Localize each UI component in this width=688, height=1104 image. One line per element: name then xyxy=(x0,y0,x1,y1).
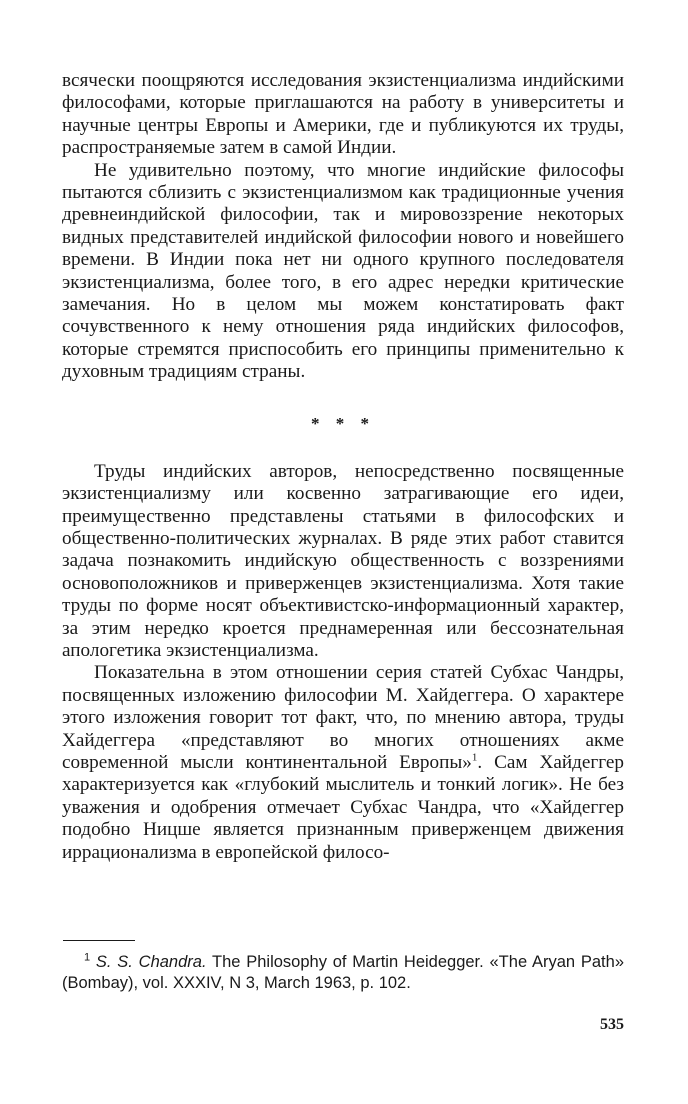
paragraph-3: Труды индийских авторов, непосредственно посвященные экзистенциализму или косвенно затрагивающие его идеи, преимущественно представлены статьями в философских и общественно-политических журналах. В ряде этих работ ставится задача познакомить индийскую общественность с воззрениями основоположников и приверженцев экзистенциализма. Хотя такие труды по форме носят объективистско-информационный характер, за этим нередко кроется преднамеренная или бессознательная апологетика экзистенциализма. xyxy=(62,460,624,661)
paragraph-2: Не удивительно поэтому, что многие индийские философы пытаются сблизить с экзистенциализмом как традиционные учения древнеиндийской философии, так и мировоззрение некоторых видных представителей индийской философии нового и новейшего времени. В Индии пока нет ни одного крупного последователя экзистенциализма, более того, в его адрес нередки критические замечания. Но в целом мы можем констатировать факт сочувственного к нему отношения ряда индийских философов, которые стремятся приспособить его принципы применительно к духовным традициям страны. xyxy=(62,159,624,383)
footnote-mark: 1 xyxy=(84,951,91,964)
paragraph-4-part-2: . Сам Хайдеггер характеризуется как «глубокий мыслитель и тонкий логик». Не без уважения и одобрения отмечает Субхас Чандра, что «Хайдеггер подобно Ницше является признанным приверженцем движения иррационализма в европейской филосо- xyxy=(62,751,624,863)
page-body xyxy=(62,70,624,864)
paragraph-1: всячески поощряются исследования экзистенциализма индийскими философами, которые приглашаются на работу в университеты и научные центры Европы и Америки, где и публикуются их труды, распространяемые затем в самой Индии. xyxy=(62,70,624,159)
footnote-author: S. S. Chandra. xyxy=(95,953,207,971)
footnote-divider xyxy=(63,940,135,941)
page-number: 535 xyxy=(600,1016,624,1033)
footnote-reference: 1 xyxy=(471,751,478,764)
section-separator: * * * xyxy=(311,413,375,433)
footnote-text: The Philosophy of Martin Heidegger. «The Aryan Path» (Bombay), vol. XXXIV, N 3, March 1963, p. 102. xyxy=(62,953,624,992)
paragraph-4-part-1: Показательна в этом отношении серия статей Субхас Чандры, посвященных изложению философии М. Хайдеггера. О характере этого изложения говорит тот факт, что, по мнению автора, труды Хайдеггера «представляют во многих отношениях акме современной мысли континентальной Европы» xyxy=(62,662,624,773)
footnote xyxy=(62,952,624,994)
paragraph-4 xyxy=(62,662,624,864)
